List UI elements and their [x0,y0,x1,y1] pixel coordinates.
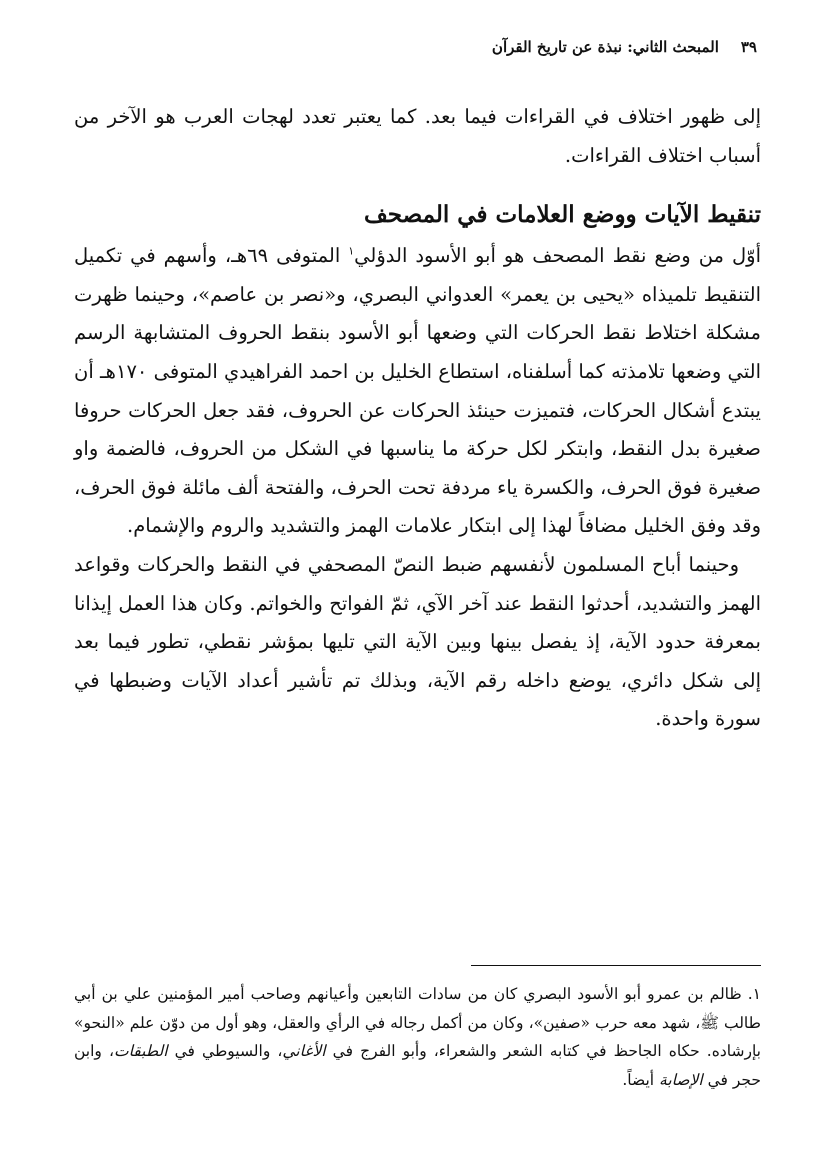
footnote-text-part-4: أيضاً. [622,1070,660,1089]
chapter-title: المبحث الثاني: نبذة عن تاريخ القرآن [491,38,719,56]
footnotes [74,980,761,1094]
footnote-1 [74,980,761,1094]
section-heading: تنقيط الآيات ووضع العلامات في المصحف [364,201,761,229]
main-text [74,98,761,739]
book-title-aghani: الأغاني [282,1042,326,1060]
intro-paragraph: إلى ظهور اختلاف في القراءات فيما بعد. كما يعتبر تعدد لهجات العرب هو الآخر من أسباب اختلاف القراءات. [74,105,761,167]
book-title-tabaqat: الطبقات [113,1042,168,1060]
book-title-isaba: الإصابة [659,1070,703,1089]
footnote-divider [471,965,761,966]
footnote-reference: ١ [348,244,355,258]
footnote-text-part-1: ظالم بن عمرو أبو الأسود البصري كان من سادات التابعين وأعيانهم وصاحب أمير المؤمنين علي بن أبي طالب ﷺ، شهد معه حرب «صفين»، وكان من أكمل رجاله في الرأي والعقل، وهو أول من دوّن علم «النحو» بإرشاده. حكاه الجاحظ في كتابه الشعر والشعراء، وأبو الفرج في [74,985,761,1060]
footnote-marker: ١. [747,985,761,1003]
paragraph-2: وحينما أباح المسلمون لأنفسهم ضبط النصّ المصحفي في النقط والحركات وقواعد الهمز والتشديد، أحدثوا النقط عند آخر الآي، ثمّ الفواتح والخواتم. وكان هذا العمل إيذانا بمعرفة حدود الآية، إذ يفصل بينها وبين الآية التي تليها بمؤشر نقطي، تطور فيما بعد إلى شكل دائري، يوضع داخله رقم الآية، وبذلك تم تأشير أعداد الآيات وضبطها في سورة واحدة. [74,552,761,731]
page-number: ٣٩ [740,38,757,56]
footnote-text-part-2: ، والسيوطي في [167,1042,283,1060]
footnote-text-part-3: ، وابن حجر في [74,1042,761,1089]
paragraph-1 [74,237,761,546]
paragraph-1-body: المتوفى ٦٩هـ، وأسهم في تكميل التنقيط تلميذاه «يحيى بن يعمر» العدواني البصري، و«نصر بن عاصم»، وحينما ظهرت مشكلة اختلاط نقط الحركات التي وضعها أبو الأسود بنقط الحروف المتشابهة الرسم التي وضعها تلامذته كما أسلفناه، استطاع الخليل بن احمد الفراهيدي المتوفى ١٧٠هـ أن يبتدع أشكال الحركات، فتميزت حينئذ الحركات عن الحروف، فقد جعل الحركات حروفا صغيرة بدل النقط، وابتكر لكل حركة ما يناسبها في الشكل من الحروف، فالضمة واو صغيرة فوق الحرف، والكسرة ياء مردفة تحت الحرف، والفتحة ألف مائلة فوق الحرف، وقد وفق الخليل مضافاً لهذا إلى ابتكار علامات الهمز والتشديد والروم والإشمام. [73,244,761,538]
paragraph-1-opening: أوّل من وضع نقط المصحف هو أبو الأسود الدؤلي [354,244,761,268]
running-header [492,38,757,56]
